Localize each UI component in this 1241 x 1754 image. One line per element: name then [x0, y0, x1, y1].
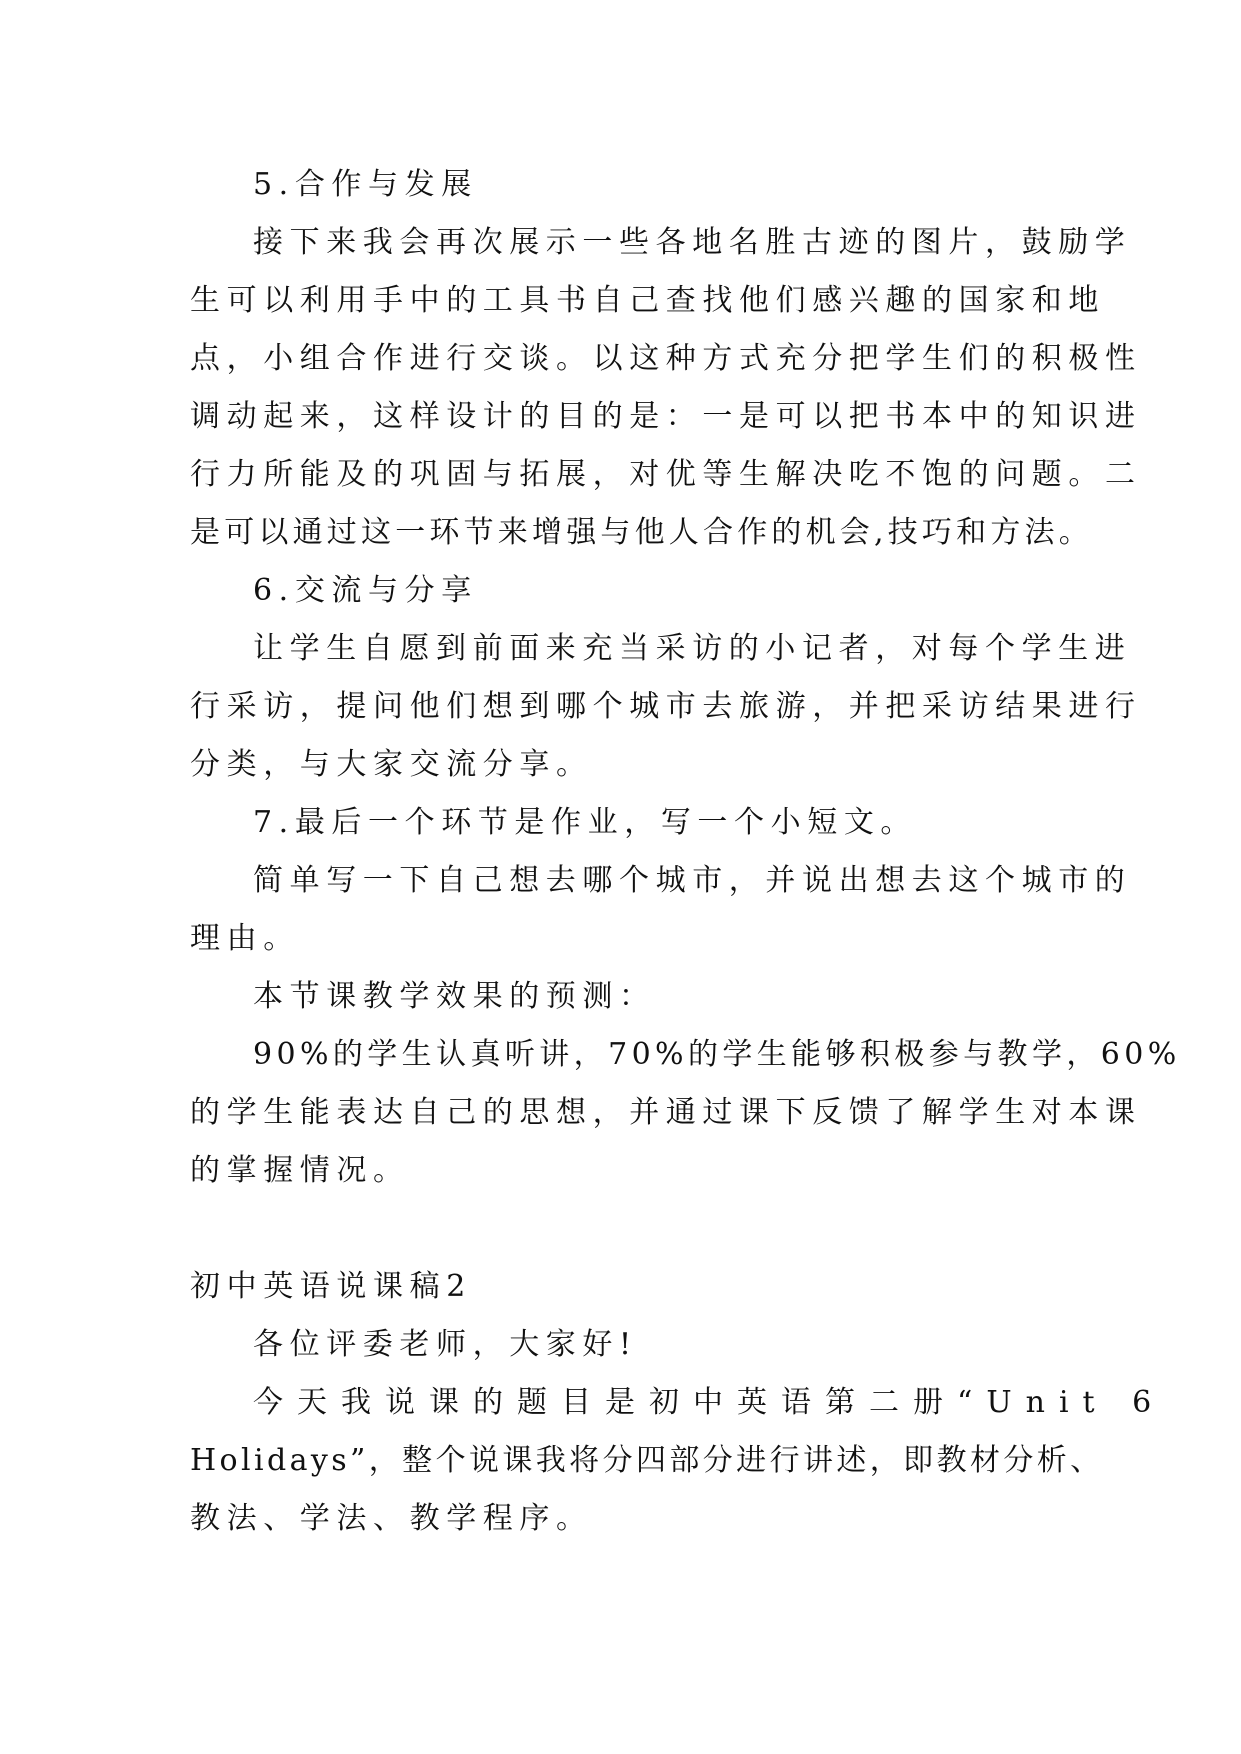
section-heading-7: 7.最后一个环节是作业，写一个小短文。 — [253, 805, 918, 840]
paragraph-line: 调动起来，这样设计的目的是：一是可以把书本中的知识进 — [190, 399, 1142, 434]
paragraph-line: 让学生自愿到前面来充当采访的小记者，对每个学生进 — [253, 631, 1132, 666]
paragraph-line: 本节课教学效果的预测： — [253, 979, 656, 1014]
paragraph-line: 行采访，提问他们想到哪个城市去旅游，并把采访结果进行 — [190, 689, 1142, 724]
paragraph-line: 生可以利用手中的工具书自己查找他们感兴趣的国家和地 — [190, 283, 1105, 318]
paragraph-line: 简单写一下自己想去哪个城市，并说出想去这个城市的 — [253, 863, 1132, 898]
paragraph-line: Holidays”，整个说课我将分四部分进行讲述，即教材分析、 — [190, 1443, 1104, 1478]
paragraph-line: 分类，与大家交流分享。 — [190, 747, 593, 782]
section-heading-5: 5.合作与发展 — [253, 167, 478, 202]
document-body — [190, 156, 1181, 1548]
document-title: 初中英语说课稿2 — [190, 1269, 472, 1304]
paragraph-line: 90%的学生认真听讲，70%的学生能够积极参与教学，60% — [253, 1037, 1181, 1072]
paragraph-line: 点，小组合作进行交谈。以这种方式充分把学生们的积极性 — [190, 341, 1142, 376]
paragraph-line: 的学生能表达自己的思想，并通过课下反馈了解学生对本课 — [190, 1095, 1142, 1130]
paragraph-line: 教法、学法、教学程序。 — [190, 1501, 593, 1536]
paragraph-line: 是可以通过这一环节来增强与他人合作的机会,技巧和方法。 — [190, 515, 1093, 550]
paragraph-line: 接下来我会再次展示一些各地名胜古迹的图片，鼓励学 — [253, 225, 1132, 260]
paragraph-line: 各位评委老师，大家好! — [253, 1327, 638, 1362]
blank-line — [190, 1200, 1050, 1258]
paragraph-line: 理由。 — [190, 921, 300, 956]
section-heading-6: 6.交流与分享 — [253, 573, 478, 608]
paragraph-line: 行力所能及的巩固与拓展，对优等生解决吃不饱的问题。二 — [190, 457, 1142, 492]
paragraph-line: 的掌握情况。 — [190, 1153, 410, 1188]
paragraph-line: 今天我说课的题目是初中英语第二册“Unit 6 — [253, 1385, 1166, 1420]
